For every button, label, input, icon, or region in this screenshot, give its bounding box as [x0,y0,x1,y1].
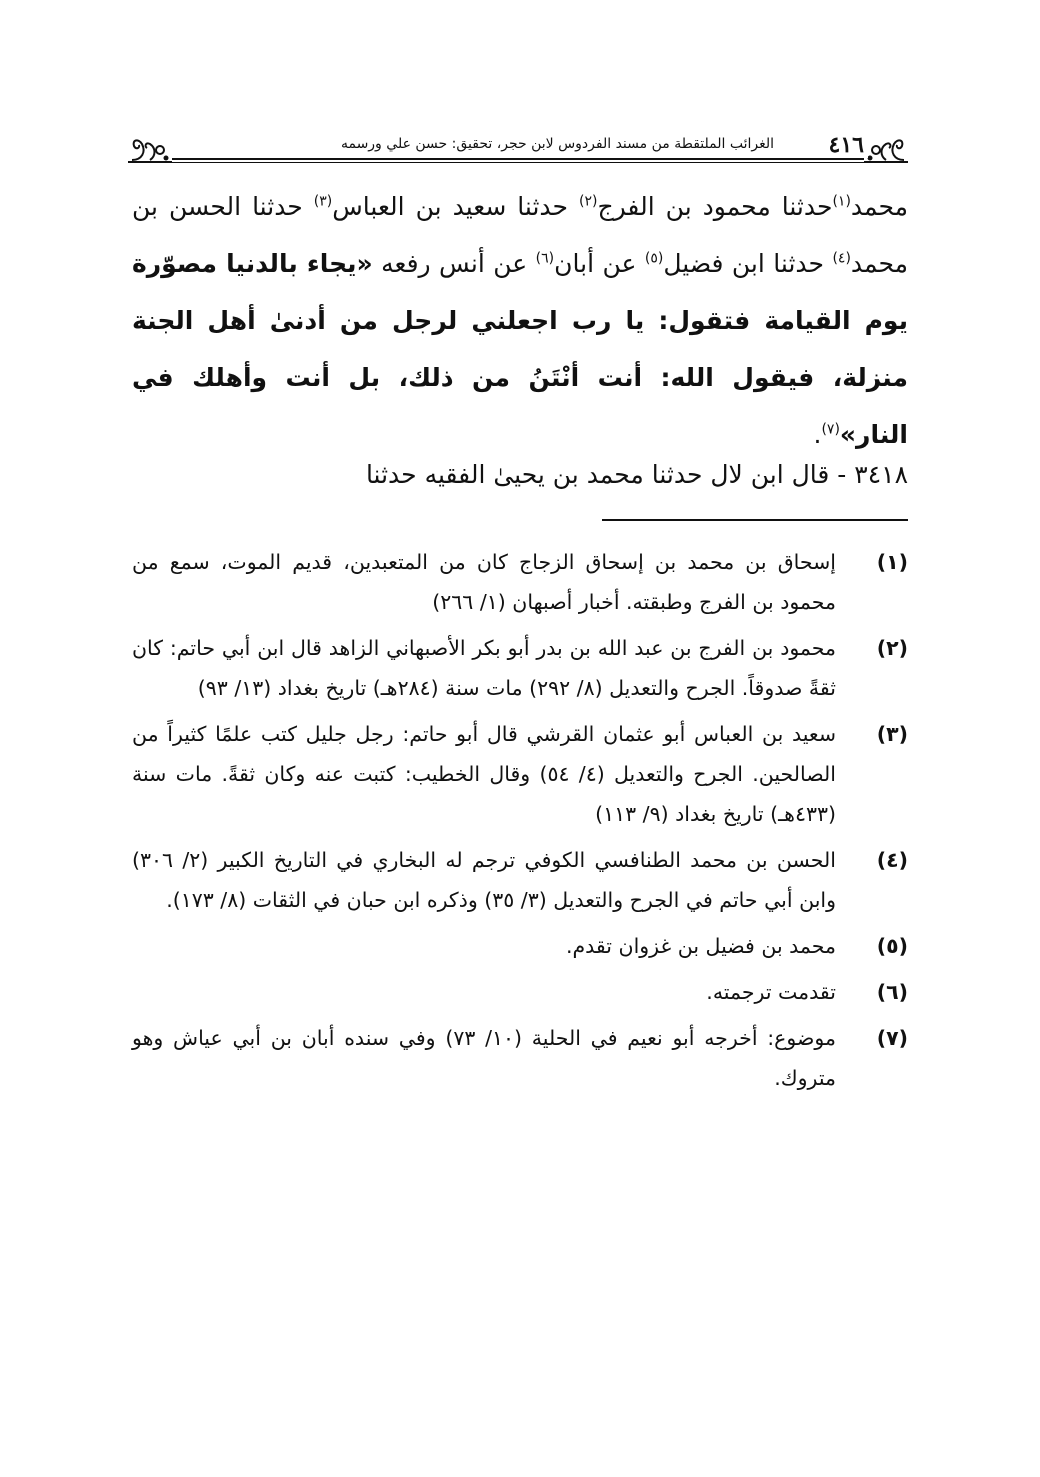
footnote [132,542,908,622]
footnote-mark[interactable]: (٤) [832,250,851,267]
footnote-mark[interactable]: (٥) [644,250,664,267]
hadith-matn: «يجاء بالدنيا مصوّرة يوم القيامة فتقول: يا رب اجعلني لرجل من أدنىٰ أهل الجنة منزلة، فيقول الله: أنت أنْتَنُ من ذلك، بل أنت وأهلك في النار» [132,249,908,449]
footnote [132,926,908,966]
footnote-mark[interactable]: (٧) [821,421,840,438]
text-segment: محمد [850,192,909,221]
footnote-number: (٧) [876,1026,908,1050]
footnote-mark[interactable]: (١) [832,193,851,210]
hadith-paragraph [132,178,908,463]
main-text [132,178,908,463]
footnote-text: إسحاق بن محمد بن إسحاق الزجاج كان من المتعبدين، قديم الموت، سمع من محمود بن الفرج وطبقته. أخبار أصبهان (١/ ٢٦٦) [132,550,836,614]
text-segment: . [813,420,822,449]
footnote-number: (٤) [876,848,908,872]
footnote-text: محمود بن الفرج بن عبد الله بن بدر أبو بكر الأصبهاني الزاهد قال ابن أبي حاتم: كان ثقةً صدوقاً. الجرح والتعديل (٨/ ٢٩٢) مات سنة (٢٨٤هـ) تاريخ بغداد (١٣/ ٩٣) [132,636,836,700]
footnote-text: موضوع: أخرجه أبو نعيم في الحلية (١٠/ ٧٣) وفي سنده أبان بن أبي عياش وهو متروك. [132,1026,836,1090]
floral-ornament-icon [128,132,172,166]
footnote-text: الحسن بن محمد الطنافسي الكوفي ترجم له البخاري في التاريخ الكبير (٢/ ٣٠٦) وابن أبي حاتم في الجرح والتعديل (٣/ ٣٥) وذكره ابن حبان في الثقات (٨/ ١٧٣). [132,848,836,912]
text-segment: حدثنا الحسن بن محمد [132,192,909,278]
text-segment: حدثنا ابن فضيل [663,249,833,278]
footnote-separator [602,519,908,521]
footnote-number: (١) [876,550,908,574]
footnote-mark[interactable]: (٣) [313,193,333,210]
floral-ornament-icon [864,132,908,166]
footnote-number: (٦) [876,980,908,1004]
header-rule-thin [168,162,868,163]
footnote [132,840,908,920]
footnote-mark[interactable]: (٦) [535,250,555,267]
footnote-number: (٥) [876,934,908,958]
footnote [132,714,908,834]
footnotes [132,542,908,1104]
next-hadith-line: ٣٤١٨ - قال ابن لال حدثنا محمد بن يحيىٰ الفقيه حدثنا [365,460,908,489]
footnote [132,1018,908,1098]
text-segment: عن أبان [554,249,645,278]
footnote-mark[interactable]: (٢) [579,193,598,210]
footnote-number: (٣) [876,722,908,746]
text-segment: حدثنا سعيد بن العباس [332,192,580,221]
footnote [132,972,908,1012]
footnote-text: محمد بن فضيل بن غزوان تقدم. [565,934,836,958]
text-segment: حدثنا محمود بن الفرج [597,192,833,221]
running-title: الغرائب الملتقطة من مسند الفردوس لابن حجر، تحقيق: حسن علي ورسمه [335,136,780,152]
page-number: ٤١٦ [825,132,868,158]
text-segment: عن أنس رفعه [372,249,536,278]
footnote-text: تقدمت ترجمته. [706,980,836,1004]
footnote [132,628,908,708]
footnote-number: (٢) [876,636,908,660]
footnote-text: سعيد بن العباس أبو عثمان القرشي قال أبو حاتم: رجل جليل كتب علمًا كثيراً من الصالحين. الجرح والتعديل (٤/ ٥٤) وقال الخطيب: كتبت عنه وكان ثقةً. مات سنة (٤٣٣هـ) تاريخ بغداد (٩/ ١١٣) [132,722,836,826]
header-rule [128,158,908,160]
running-header [128,128,908,168]
